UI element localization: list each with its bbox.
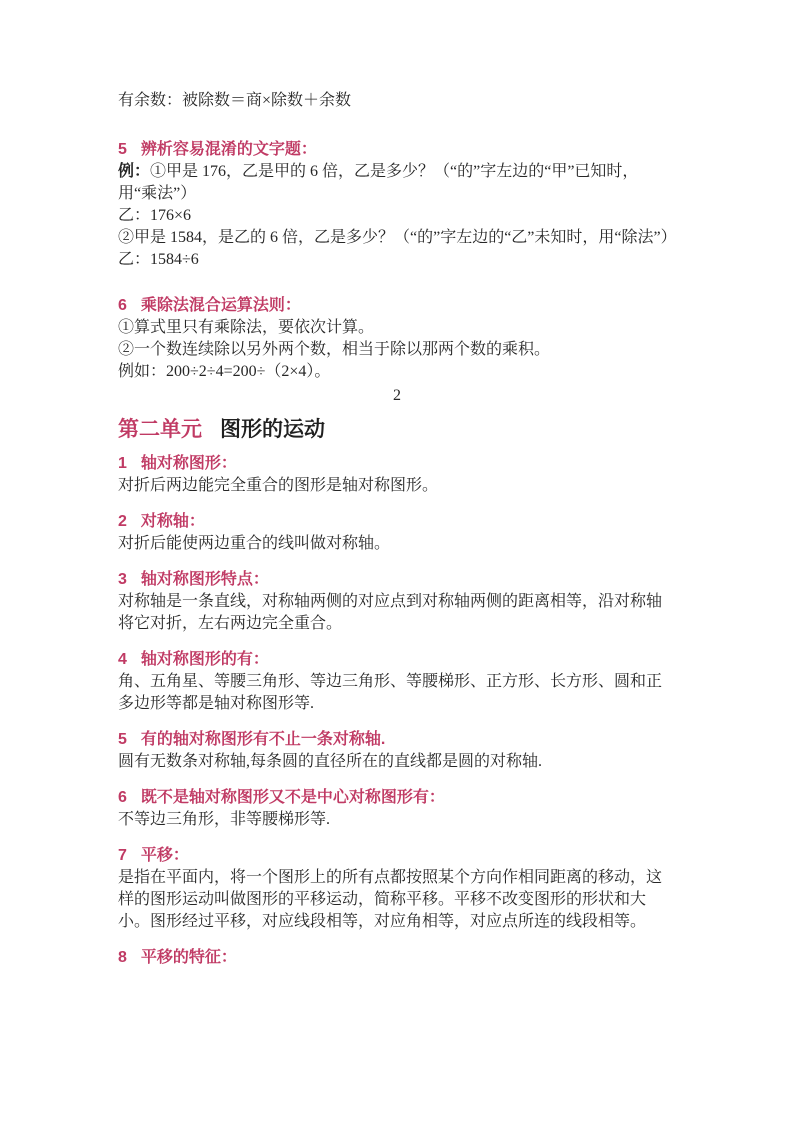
page-number: 2 xyxy=(393,387,401,404)
section-title: 既不是轴对称图形又不是中心对称图形有： xyxy=(140,789,445,806)
u2-section-header-5 xyxy=(118,729,676,751)
section-title: 有的轴对称图形有不止一条对称轴. xyxy=(140,731,386,748)
section-6-mixed-operations xyxy=(118,295,676,383)
unit2-label: 第二单元 xyxy=(118,418,202,441)
u2-section-1-axisymmetric-figure xyxy=(118,453,676,497)
section-header-5 xyxy=(118,139,676,161)
section-title: 对称轴： xyxy=(140,513,205,530)
unit2-header xyxy=(118,415,676,445)
section-body: 不等边三角形，非等腰梯形等. xyxy=(118,811,331,828)
section-body: 圆有无数条对称轴,每条圆的直径所在的直线都是圆的对称轴. xyxy=(118,753,543,770)
section-title: 辨析容易混淆的文字题： xyxy=(140,141,317,158)
u2-section-header-2 xyxy=(118,511,676,533)
example-line-1 xyxy=(118,161,676,205)
section-title: 轴对称图形： xyxy=(140,455,237,472)
remainder-formula-line: 有余数：被除数＝商×除数＋余数 xyxy=(118,92,352,109)
u2-section-header-7 xyxy=(118,845,676,867)
section-number: 1 xyxy=(118,455,127,472)
section-number: 6 xyxy=(118,297,127,314)
section-body: 对称轴是一条直线，对称轴两侧的对应点到对称轴两侧的距离相等，沿对称轴将它对折，左右两边完全重合。 xyxy=(118,593,663,632)
section-number: 8 xyxy=(118,949,127,966)
example-line-2: ②甲是 1584，是乙的 6 倍，乙是多少？（“的”字左边的“乙”未知时，用“除法”） xyxy=(118,229,677,246)
answer-line-1: 乙：176×6 xyxy=(118,207,192,224)
u2-section-header-3 xyxy=(118,569,676,591)
rule-example-line: 例如：200÷2÷4=200÷（2×4）。 xyxy=(118,363,331,380)
u2-section-6-neither-symmetric xyxy=(118,787,676,831)
u2-section-header-1 xyxy=(118,453,676,475)
section-title: 乘除法混合运算法则： xyxy=(140,297,301,314)
section-header-6 xyxy=(118,295,676,317)
u2-section-header-8 xyxy=(118,947,676,969)
section-number: 7 xyxy=(118,847,127,864)
u2-section-header-4 xyxy=(118,649,676,671)
example-text-1: ①甲是 176，乙是甲的 6 倍，乙是多少？（“的”字左边的“甲”已知时，用“乘法”） xyxy=(118,163,639,202)
example-label: 例： xyxy=(118,163,151,180)
unit2-title: 图形的运动 xyxy=(220,418,325,441)
u2-section-4-axisymmetric-examples xyxy=(118,649,676,715)
rule-line-1: ①算式里只有乘除法，要依次计算。 xyxy=(118,319,375,336)
section-body: 对折后两边能完全重合的图形是轴对称图形。 xyxy=(118,477,439,494)
section-title: 平移的特征： xyxy=(140,949,237,966)
u2-section-7-translation xyxy=(118,845,676,933)
section-body: 对折后能使两边重合的线叫做对称轴。 xyxy=(118,535,391,552)
u2-section-3-axisymmetric-features xyxy=(118,569,676,635)
answer-line-2: 乙：1584÷6 xyxy=(118,251,199,268)
section-title: 平移： xyxy=(140,847,189,864)
u2-section-8-translation-features xyxy=(118,947,676,969)
u2-section-2-axis-of-symmetry xyxy=(118,511,676,555)
section-body: 角、五角星、等腰三角形、等边三角形、等腰梯形、正方形、长方形、圆和正多边形等都是轴对称图形等. xyxy=(118,673,663,712)
rule-line-2: ②一个数连续除以另外两个数，相当于除以那两个数的乘积。 xyxy=(118,341,551,358)
section-number: 4 xyxy=(118,651,127,668)
section-number: 2 xyxy=(118,513,127,530)
section-title: 轴对称图形的有： xyxy=(140,651,269,668)
section-title: 轴对称图形特点： xyxy=(140,571,269,588)
section-5-word-problems xyxy=(118,139,676,271)
section-number: 5 xyxy=(118,731,127,748)
u2-section-header-6 xyxy=(118,787,676,809)
section-body: 是指在平面内，将一个图形上的所有点都按照某个方向作相同距离的移动，这样的图形运动叫做图形的平移运动，简称平移。平移不改变图形的形状和大小。图形经过平移，对应线段相等，对应角相等，对应点所连的线段相等。 xyxy=(118,869,663,930)
u2-section-5-multiple-axes xyxy=(118,729,676,773)
section-number: 6 xyxy=(118,789,127,806)
section-number: 5 xyxy=(118,141,127,158)
section-number: 3 xyxy=(118,571,127,588)
